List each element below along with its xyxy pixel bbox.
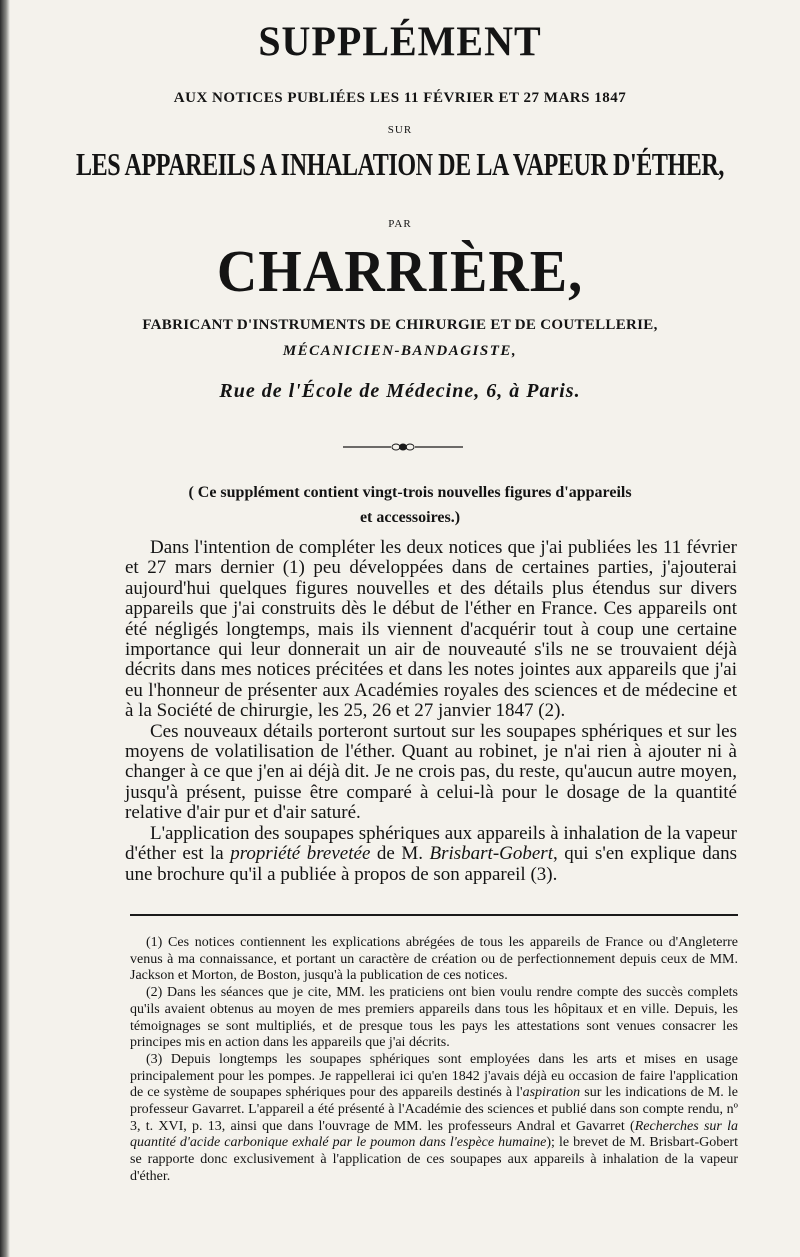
paragraph-3-text-b: de M.	[370, 843, 430, 865]
footnote-3-text-a: (3) Depuis longtemps les soupapes sphériques sont employées dans les arts et mises en usage principalement pour les pompes. Je rappellerai ici qu'en 1842 j'avais déjà eu occasion de faire l'application de ce système de soupapes sphériques pour des appareils destinés à l'	[130, 1051, 738, 1101]
paragraph-2: Ces nouveaux détails porteront surtout sur les soupapes sphériques et sur les moyens de volatilisation de l'éther. Quant au robinet, je n'ai rien à ajouter ni à changer à ce que j'en ai déjà dit. Je ne crois pas, du reste, qu'aucun autre moyen, jusqu'à présent, puisse être comparé à celui-là pour le dosage de la quantité relative d'air pur et d'air saturé.	[125, 720, 737, 824]
word-par: PAR	[388, 218, 412, 230]
word-sur: SUR	[387, 124, 413, 136]
supplement-note-line2: et accessoires.)	[359, 509, 461, 526]
document-heading: LES APPAREILS A INHALATION DE LA VAPEUR D'ÉTHER,	[76, 147, 724, 184]
author-name: CHARRIÈRE,	[216, 239, 584, 305]
document-title: SUPPLÉMENT	[258, 17, 542, 66]
paragraph-3-italic-b: Brisbart-Gobert	[429, 843, 553, 865]
paragraph-3	[125, 824, 737, 885]
footnote-separator	[130, 914, 738, 916]
paragraph-3-text-a: L'application des soupapes sphériques aux appareils à inhalation de la vapeur d'éther est la	[125, 822, 737, 865]
document-subtitle: AUX NOTICES PUBLIÉES LES 11 FÉVRIER ET 27 MARS 1847	[173, 90, 627, 106]
footnotes	[130, 935, 738, 1186]
author-profession-secondary: MÉCANICIEN-BANDAGISTE,	[282, 343, 518, 359]
footnote-3-italic-b: Recherches sur la quantité d'acide carbonique exhalé par le poumon dans l'espèce humaine	[130, 1118, 738, 1151]
page-edge-shadow	[0, 0, 10, 1257]
body-text	[125, 538, 737, 885]
supplement-note	[120, 480, 700, 530]
ornament-divider-icon	[343, 442, 463, 452]
footnote-3-italic-a: aspiration	[522, 1085, 581, 1101]
paragraph-3-text-c: , qui s'en explique dans une brochure qu'il a publiée à propos de son appareil (3).	[125, 843, 738, 885]
paragraph-3-italic-a: propriété brevetée	[230, 843, 371, 865]
author-profession: FABRICANT D'INSTRUMENTS DE CHIRURGIE ET DE COUTELLERIE,	[142, 317, 658, 333]
footnote-2: (2) Dans les séances que je cite, MM. les praticiens ont bien voulu rendre compte des succès complets qu'ils avaient obtenus au moyen de mes premiers appareils dans tous les hôpitaux et en ville. Depuis, les témoignages se sont multipliés, et de presque tous les pays les attestations sont venues consacrer les principes mis en action dans les appareils que j'ai décrits.	[130, 985, 738, 1051]
author-address: Rue de l'École de Médecine, 6, à Paris.	[219, 380, 581, 402]
footnote-3-text-c: ); le brevet de M. Brisbart-Gobert se rapporte donc exclusivement à l'application de ces soupapes aux appareils à inhalation de la vapeur d'éther.	[130, 1135, 738, 1184]
paragraph-1: Dans l'intention de compléter les deux notices que j'ai publiées les 11 février et 27 mars dernier (1) peu développées dans de certaines parties, j'ajouterai aujourd'hui quelques figures nouvelles et des détails plus étendus sur divers appareils que j'ai construits dès le début de l'éther en France. Ces appareils ont été négligés longtemps, mais ils viennent d'acquérir tout à coup une certaine importance qui leur donnerait un air de nouveauté s'ils ne se trouvaient déjà décrits dans mes notices précitées et dans les notes jointes aux appareils que j'ai eu l'honneur de présenter aux Académies royales des sciences et de médecine et à la Société de chirurgie, les 25, 26 et 27 janvier 1847 (2).	[125, 537, 737, 722]
supplement-note-line1: ( Ce supplément contient vingt-trois nouvelles figures d'appareils	[188, 484, 632, 501]
footnote-3-text-b: sur les indications de M. le professeur Gavarret. L'appareil a été présenté à l'Académie des sciences et publié dans son compte rendu, nº 3, t. XVI, p. 13, ainsi que dans l'ouvrage de MM. les professeurs Andral et Gavarret (	[130, 1085, 738, 1134]
footnote-1: (1) Ces notices contiennent les explications abrégées de tous les appareils de France ou d'Angleterre venus à ma connaissance, et portant un caractère de création ou de perfectionnement depuis ceux de MM. Jackson et Morton, de Boston, jusqu'à la publication de ces notices.	[130, 935, 738, 984]
footnote-3	[130, 1052, 738, 1186]
